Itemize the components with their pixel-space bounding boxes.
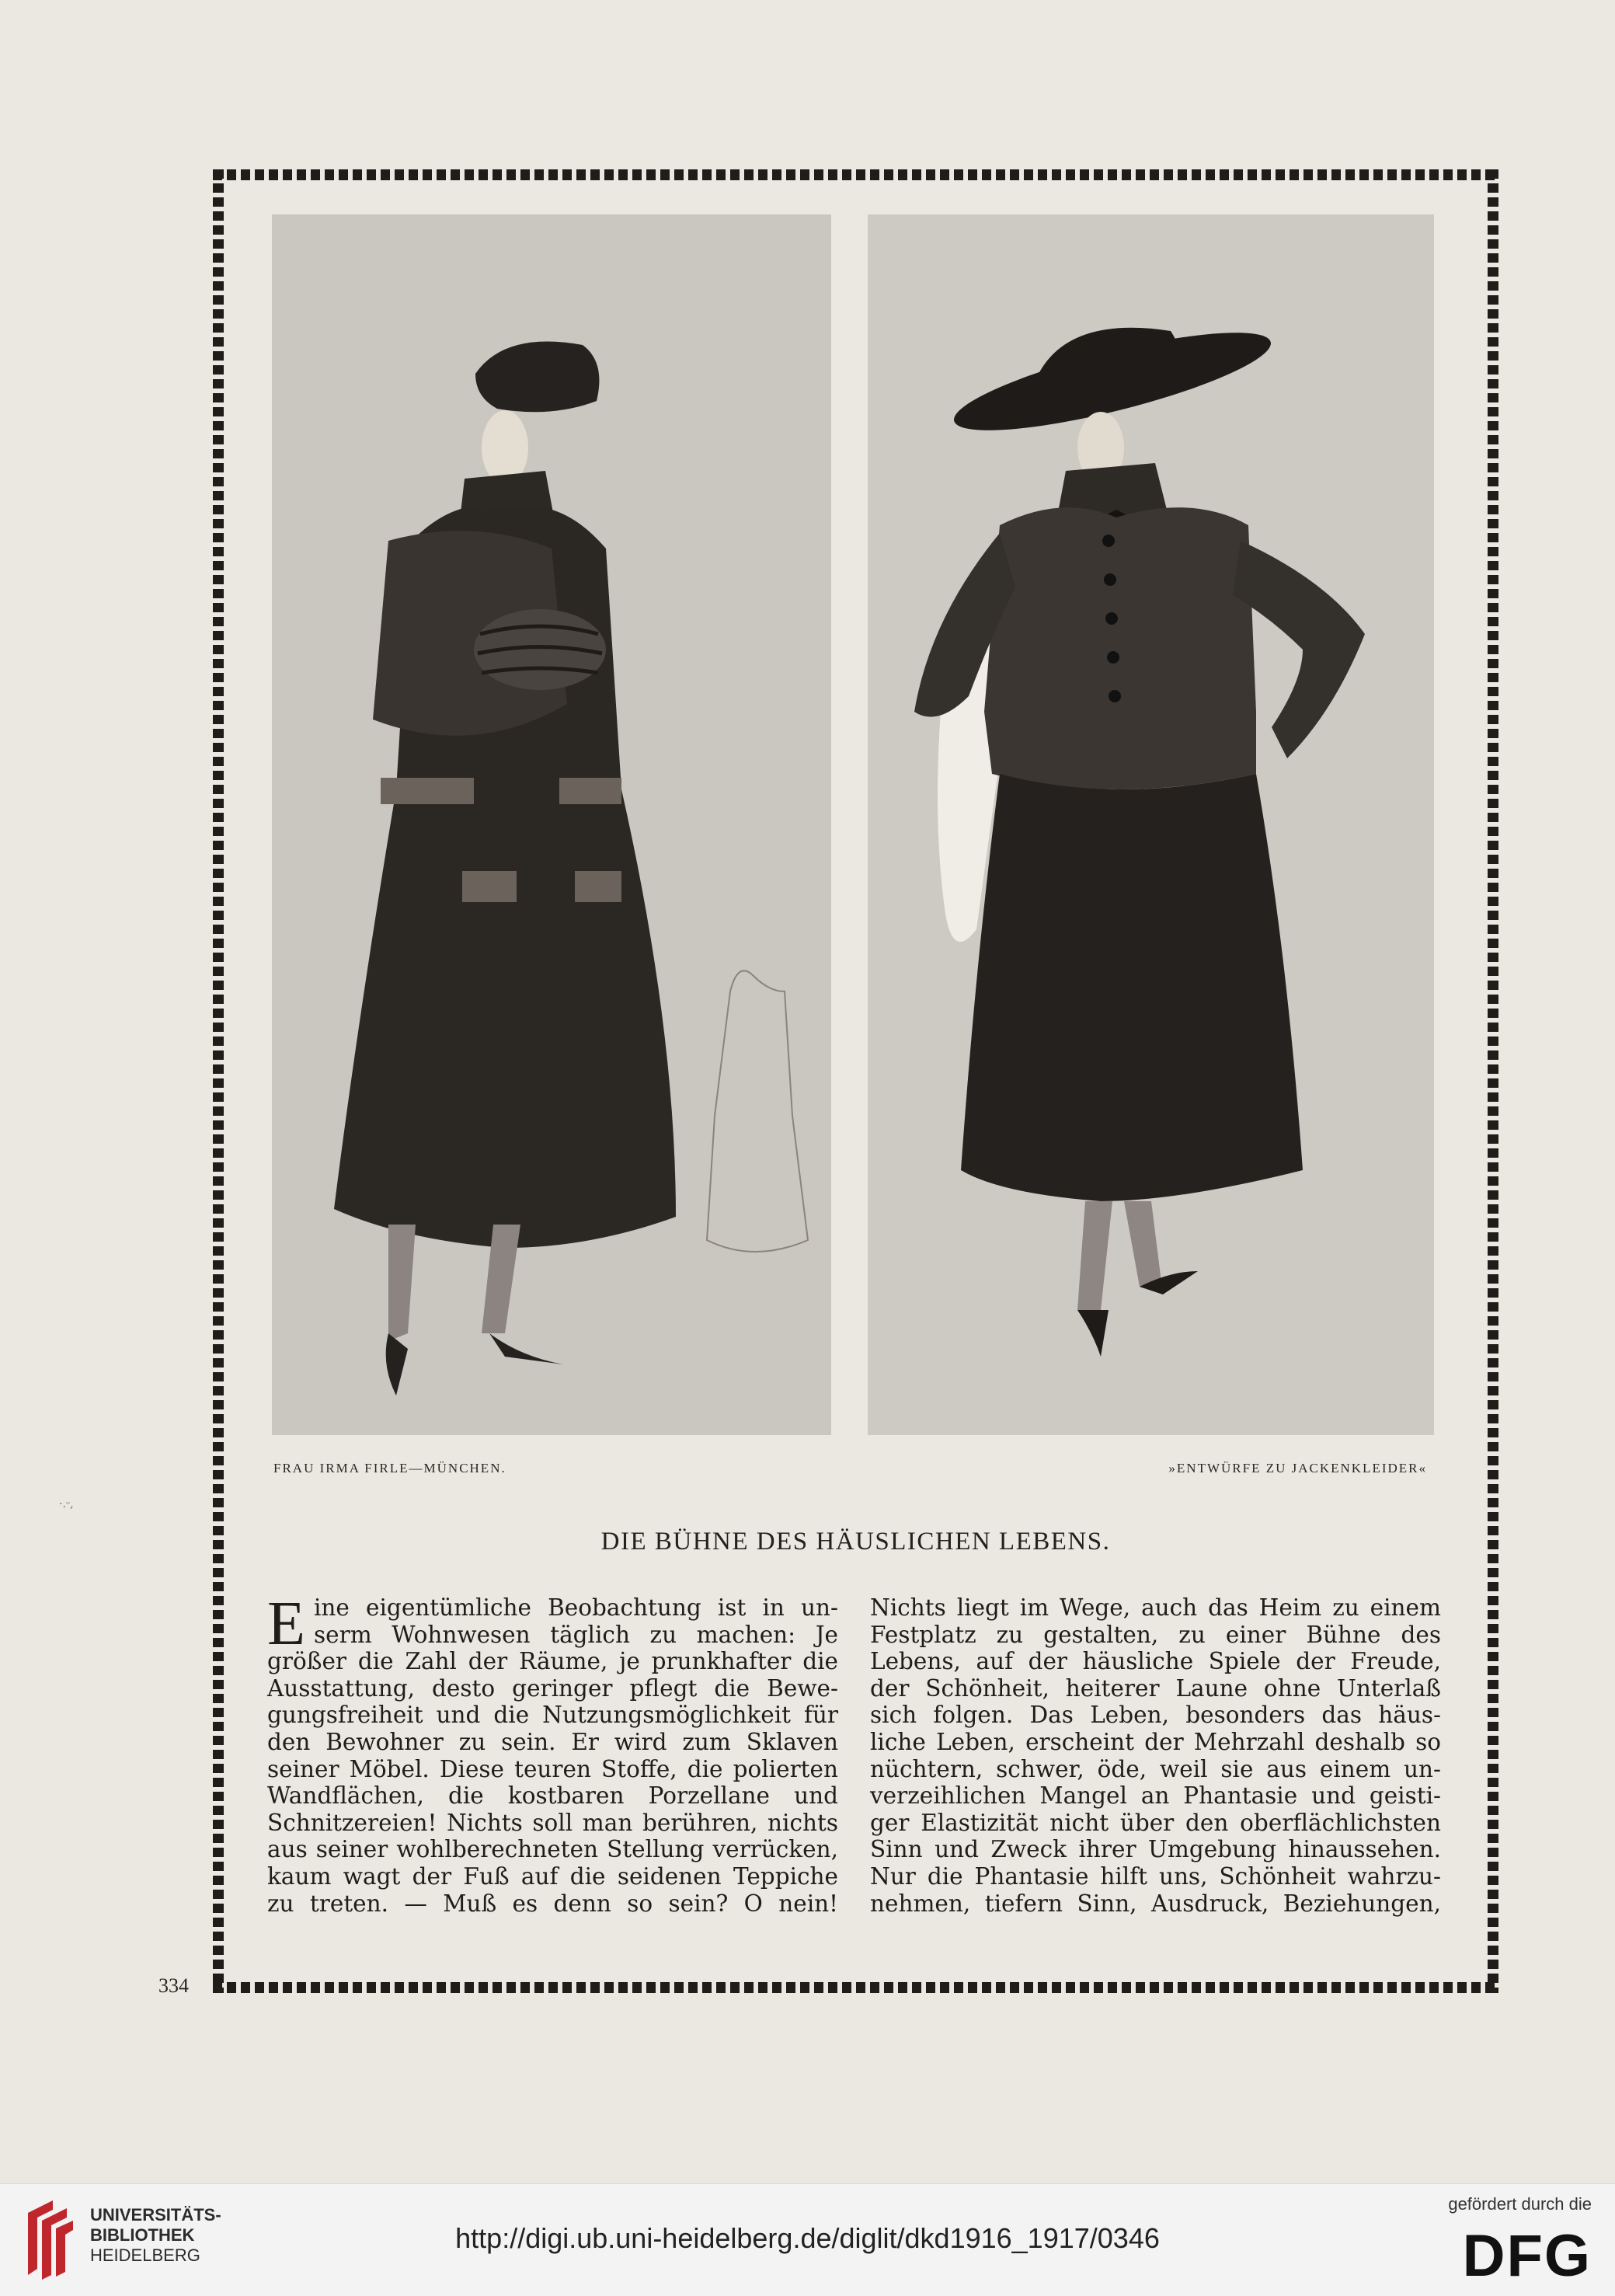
text-line: verzeihlichen Mangel an Phantasie und geisti- xyxy=(870,1782,1441,1810)
text-column-left xyxy=(267,1590,838,1917)
text-line: zu treten. — Muß es denn so sein? O nein! xyxy=(267,1890,838,1917)
dfg-logo[interactable]: DFG xyxy=(1462,2223,1592,2289)
funded-by-label: gefördert durch die xyxy=(1448,2194,1592,2214)
article-title: DIE BÜHNE DES HÄUSLICHEN LEBENS. xyxy=(600,1528,1111,1556)
text-column-right xyxy=(870,1594,1441,1917)
permalink-url[interactable]: http://digi.ub.uni-heidelberg.de/diglit/dkd1916_1917/0346 xyxy=(455,2222,1160,2254)
text-line: den Bewohner zu sein. Er wird zum Sklaven xyxy=(267,1728,838,1755)
drop-cap: E xyxy=(267,1590,305,1658)
text-line: ger Elastizität nicht über den oberflächlichsten xyxy=(870,1809,1441,1836)
text-line: Nur die Phantasie hilft uns, Schönheit wahrzu- xyxy=(870,1862,1441,1890)
text-line: größer die Zahl der Räume, je prunkhafter die xyxy=(267,1648,838,1675)
text-line: Ausstattung, desto geringer pflegt die Bewe- xyxy=(267,1674,838,1702)
text-line: gungsfreiheit und die Nutzungsmöglichkeit für xyxy=(267,1702,838,1729)
text-line: Festplatz zu gestalten, zu einer Bühne des xyxy=(870,1621,1441,1648)
text-line: nehmen, tiefern Sinn, Ausdruck, Beziehungen, xyxy=(870,1890,1441,1917)
border-bottom xyxy=(213,1982,1498,1993)
fashion-illustration-left xyxy=(272,214,831,1435)
caption-artist: FRAU IRMA FIRLE—MÜNCHEN. xyxy=(273,1461,506,1476)
text-line: ine eigentümliche Beobachtung ist in un- xyxy=(314,1594,838,1621)
text-line: aus seiner wohlberechneten Stellung verrücken, xyxy=(267,1836,838,1863)
text-line: Schnitzereien! Nichts soll man berühren, nichts xyxy=(267,1809,838,1836)
library-name-line1: UNIVERSITÄTS- xyxy=(90,2205,221,2225)
library-name-line2: BIBLIOTHEK xyxy=(90,2225,195,2245)
text-line: liche Leben, erscheint der Mehrzahl deshalb so xyxy=(870,1728,1441,1755)
text-line: Nichts liegt im Wege, auch das Heim zu einem xyxy=(870,1594,1441,1621)
caption-title: »ENTWÜRFE ZU JACKENKLEIDER« xyxy=(1168,1461,1427,1476)
border-top xyxy=(213,169,1498,180)
text-line: serm Wohnwesen täglich zu machen: Je xyxy=(314,1621,838,1648)
text-line: nüchtern, schwer, öde, weil sie aus einem un- xyxy=(870,1755,1441,1782)
text-line: kaum wagt der Fuß auf die seidenen Teppiche xyxy=(267,1862,838,1890)
text-line: der Schönheit, heiterer Laune ohne Unterlaß xyxy=(870,1674,1441,1702)
text-line: Wandflächen, die kostbaren Porzellane und xyxy=(267,1782,838,1810)
stray-mark: ·.ᵕ, xyxy=(59,1498,74,1510)
text-line: seiner Möbel. Diese teuren Stoffe, die polierten xyxy=(267,1755,838,1782)
text-line: Sinn und Zweck ihrer Umgebung hinaussehen. xyxy=(870,1836,1441,1863)
fashion-illustration-right xyxy=(868,214,1434,1435)
text-line: sich folgen. Das Leben, besonders das häus- xyxy=(870,1702,1441,1729)
library-name-line3: HEIDELBERG xyxy=(90,2245,200,2265)
border-right xyxy=(1488,169,1498,1993)
text-line: Lebens, auf der häusliche Spiele der Freude, xyxy=(870,1648,1441,1675)
page-number: 334 xyxy=(158,1974,189,1997)
border-left xyxy=(213,169,224,1993)
